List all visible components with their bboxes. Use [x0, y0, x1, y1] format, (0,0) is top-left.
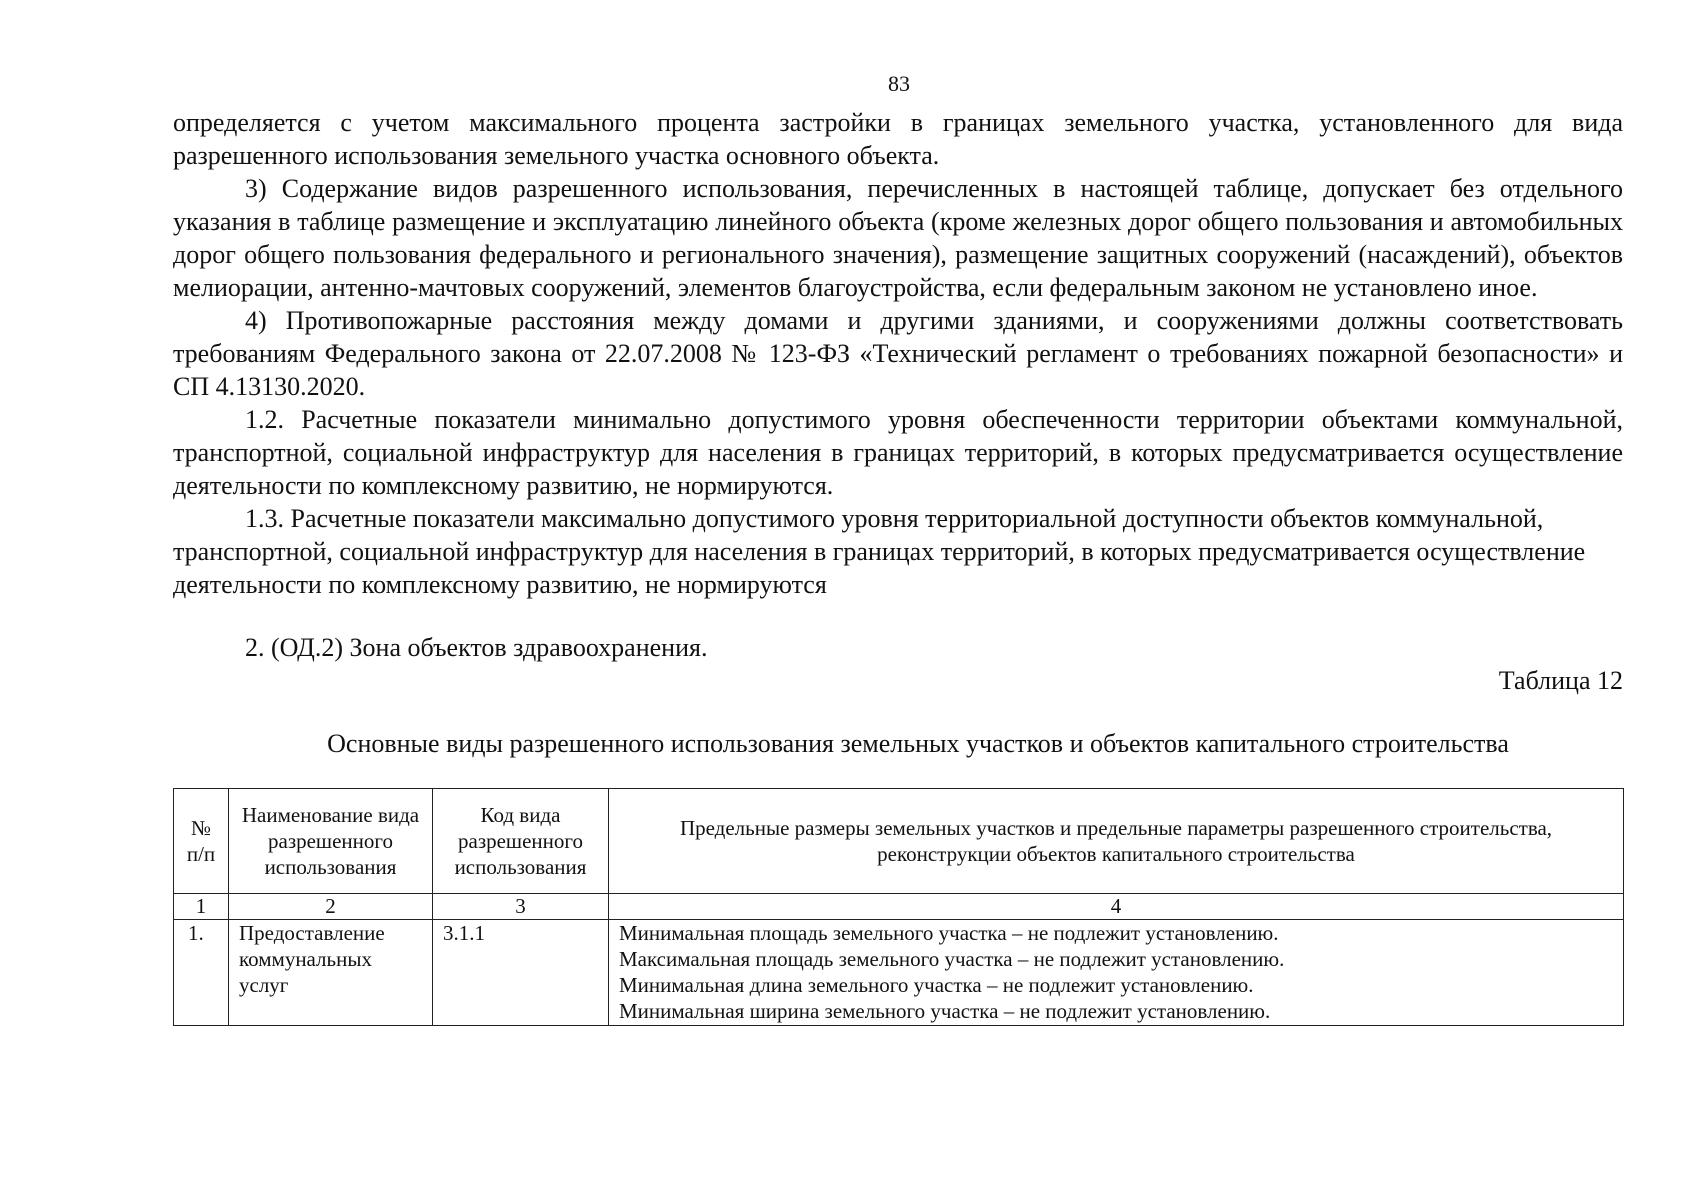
parameter-line: Минимальная длина земельного участка – не подлежит установлению.: [619, 973, 1254, 997]
parameter-line: Минимальная ширина земельного участка – не подлежит установлению.: [619, 999, 1271, 1023]
column-number: 1: [174, 894, 229, 920]
table-header-row: [174, 789, 1624, 894]
column-number: 4: [609, 894, 1624, 920]
page-number: 83: [888, 71, 910, 96]
parameter-line: Минимальная площадь земельного участка – не подлежит установлению.: [619, 921, 1279, 945]
table-title: Основные виды разрешенного использования земельных участков и объектов капитального строительства: [327, 729, 1509, 758]
column-number: 2: [229, 894, 433, 920]
header-number: № п/п: [174, 789, 229, 894]
paragraph-continuation: определяется с учетом максимального процента застройки в границах земельного участка, установленного для вида разрешенного использования земельного участка основного объекта.: [173, 108, 1623, 170]
paragraph-1-2: 1.2. Расчетные показатели минимально допустимого уровня обеспеченности территории объектами коммунальной, транспортной, социальной инфраструктур для населения в границах территорий, в которых предусматривается осуществление деятельности по комплексному развитию, не нормируются.: [173, 405, 1623, 500]
section-spacer: [173, 601, 1623, 631]
table-caption: Таблица 12: [1498, 666, 1623, 695]
use-name: Предоставление коммунальных услуг: [229, 920, 433, 1026]
paragraph-note-4: 4) Противопожарные расстояния между домами и другими зданиями, и сооружениями должны соответствовать требованиям Федерального закона от 22.07.2008 № 123-ФЗ «Технический регламент о требованиях пожарной безопасности» и СП 4.13130.2020.: [173, 306, 1623, 401]
table-row: [174, 920, 1624, 1026]
paragraph-1-3: 1.3. Расчетные показатели максимально допустимого уровня территориальной доступности объектов коммунальной, транспортной, социальной инфраструктур для населения в границах территорий, в которых предусматривается осуществление деятельности по комплексному развитию, не нормируются: [173, 504, 1586, 599]
land-use-table: [173, 788, 1624, 1026]
use-parameters: [609, 920, 1624, 1026]
use-code: 3.1.1: [433, 920, 609, 1026]
row-number: 1.: [174, 920, 229, 1026]
header-parameters: Предельные размеры земельных участков и предельные параметры разрешенного строительства, реконструкции объектов капитального строительства: [609, 789, 1624, 894]
column-number-row: [174, 894, 1624, 920]
section-heading: 2. (ОД.2) Зона объектов здравоохранения.: [245, 633, 708, 662]
paragraph-note-3: 3) Содержание видов разрешенного использования, перечисленных в настоящей таблице, допускает без отдельного указания в таблице размещение и эксплуатацию линейного объекта (кроме железных дорог общего пользования и автомобильных дорог общего пользования федерального и регионального значения), размещение защитных сооружений (насаждений), объектов мелиорации, антенно-мачтовых сооружений, элементов благоустройства, если федеральным законом не установлено иное.: [173, 174, 1623, 302]
header-use-name: Наименование вида разрешенного использования: [229, 789, 433, 894]
column-number: 3: [433, 894, 609, 920]
header-use-code: Код вида разрешенного использования: [433, 789, 609, 894]
document-page: [173, 62, 1623, 1026]
parameter-line: Максимальная площадь земельного участка – не подлежит установлению.: [619, 947, 1285, 971]
